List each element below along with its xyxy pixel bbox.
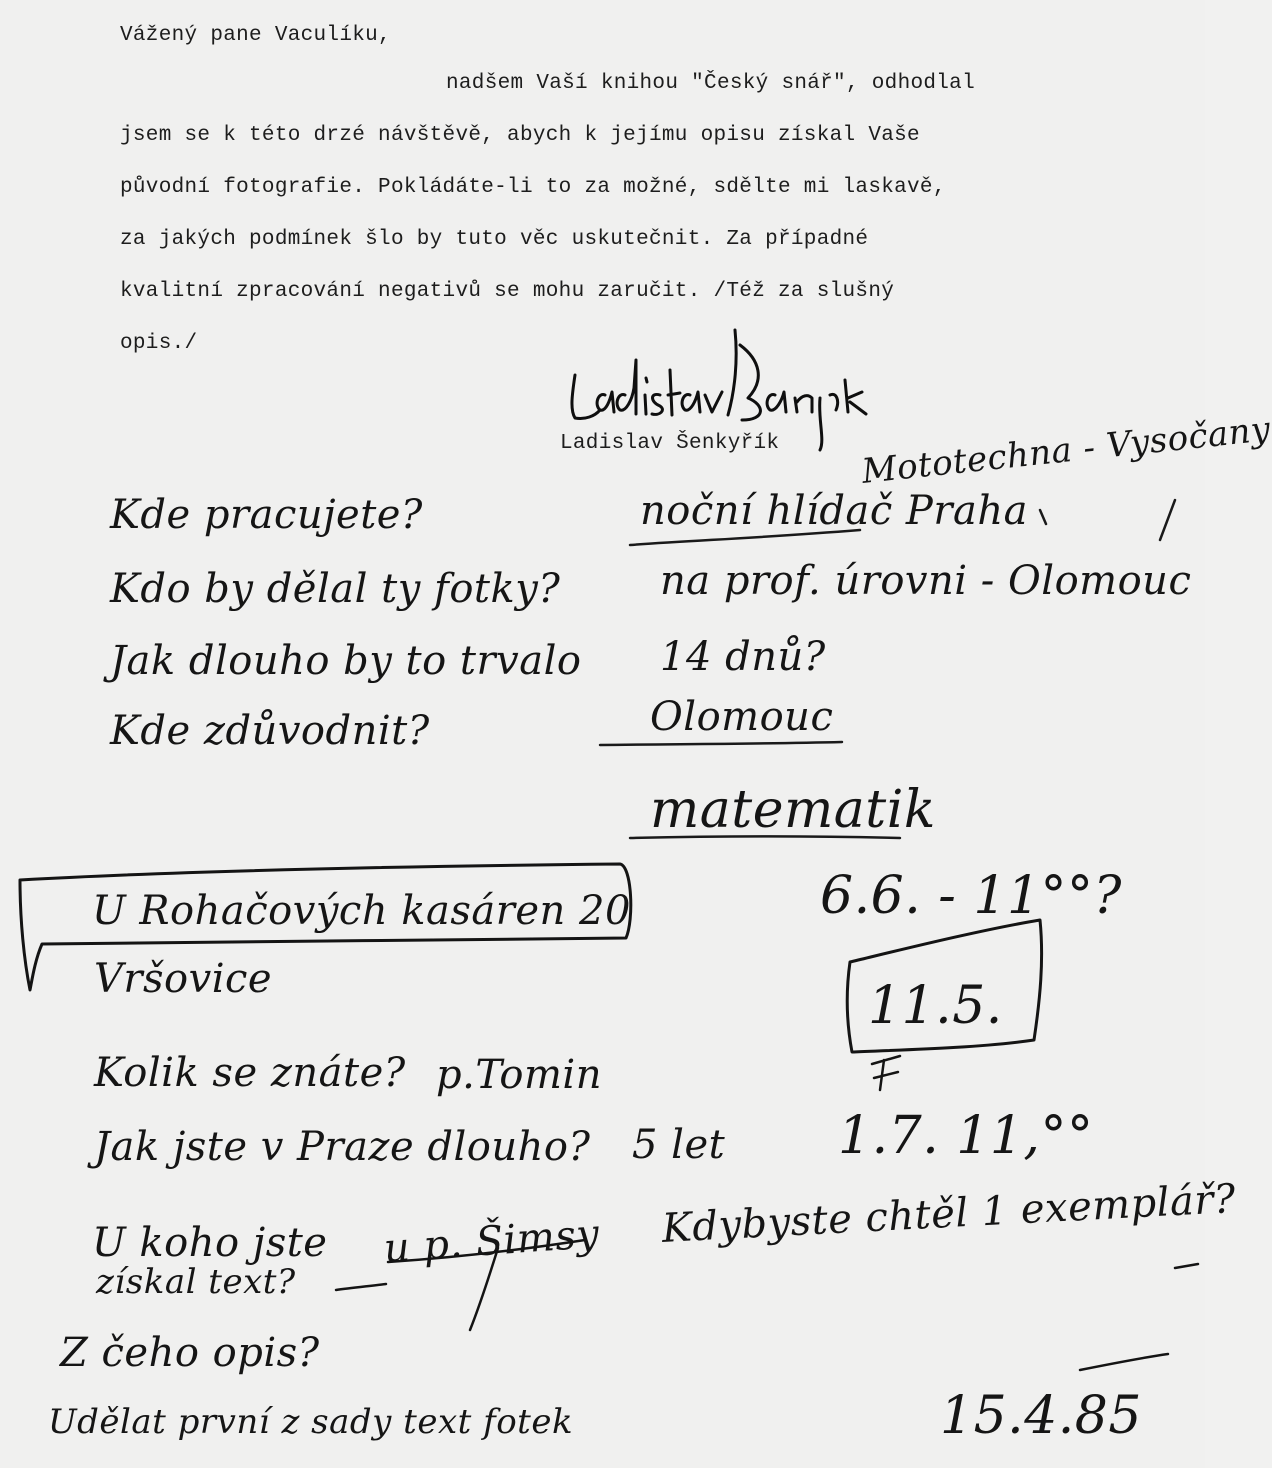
letter-line: nadšem Vaší knihou "Český snář", odhodlal (446, 72, 975, 95)
note-answer-prague: 5 let (632, 1122, 726, 1168)
note-level: na prof. úrovni - Olomouc (660, 558, 1192, 604)
note-question-know: Kolik se znáte? (94, 1050, 406, 1096)
note-district: Vršovice (94, 956, 273, 1002)
letter-salutation: Vážený pane Vaculíku, (120, 24, 391, 47)
letter-line: jsem se k této drzé návštěvě, abych k jejímu opisu získal Vaše (120, 124, 920, 147)
note-question-text: získal text? (96, 1262, 296, 1302)
note-left-question: Kde pracujete? (110, 492, 423, 538)
note-date-2: 1.7. 11,°° (838, 1106, 1094, 1166)
note-final: Udělat první z sady text fotek (48, 1402, 574, 1442)
underline-city (600, 742, 842, 745)
note-left-question: Kde zdůvodnit? (110, 708, 430, 754)
note-date-boxed: 11.5. (868, 976, 1003, 1036)
note-days: 14 dnů? (660, 634, 826, 680)
typed-signature: Ladislav Šenkyřík (560, 432, 780, 455)
note-answer-know: p.Tomin (436, 1052, 602, 1098)
note-question-text: U koho jste (92, 1220, 328, 1266)
note-job: noční hlídač Praha (640, 488, 1028, 534)
note-question-prague: Jak jste v Praze dlouho? (94, 1124, 591, 1170)
note-city: Olomouc (650, 694, 834, 740)
letter-line: kvalitní zpracování negativů se mohu zaručit. /Též za slušný (120, 280, 895, 303)
note-answer-text: u p. Šimsy (382, 1211, 601, 1272)
note-question-copy: Kdybyste chtěl 1 exemplář? (660, 1175, 1237, 1252)
letter-line: za jakých podmínek šlo by tuto věc uskutečnit. Za případné (120, 228, 869, 251)
note-final-date: 15.4.85 (940, 1386, 1142, 1446)
letter-line: původní fotografie. Pokládáte-li to za možné, sdělte mi laskavě, (120, 176, 946, 199)
note-date-1: 6.6. - 11°°? (820, 866, 1122, 926)
note-workplace: Mototechna - Vysočany (859, 409, 1272, 492)
note-profession: matematik (650, 780, 936, 840)
letter-line: opis./ (120, 332, 198, 355)
note-address: U Rohačových kasáren 20 (92, 888, 631, 934)
note-left-question: Kdo by dělal ty fotky? (110, 566, 561, 612)
note-left-question: Jak dlouho by to trvalo (110, 638, 582, 684)
note-question-what: Z čeho opis? (60, 1330, 320, 1376)
